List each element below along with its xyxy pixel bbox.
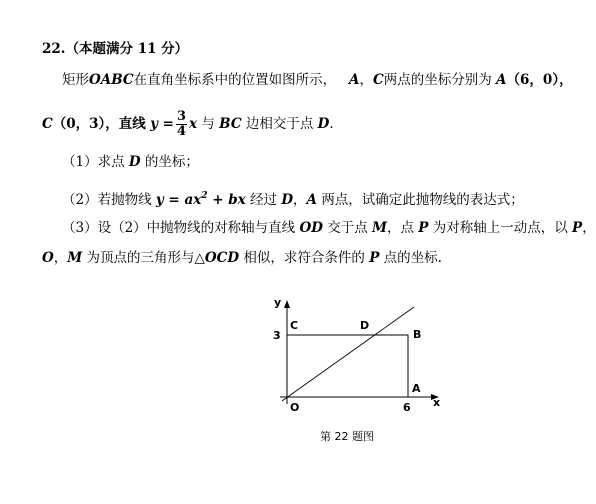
question-3-line-2 (42, 249, 442, 267)
point-c: C (373, 72, 384, 88)
point-p: P (418, 220, 429, 236)
parabola-formula (156, 192, 246, 208)
question-3-line-1 (62, 219, 596, 237)
problem-number: 22. (42, 41, 66, 57)
fraction-denominator: 4 (176, 124, 186, 139)
point-a: A (496, 72, 507, 88)
q2-text: ， (293, 192, 307, 208)
q2-text: 经过 (250, 192, 278, 208)
q3-text: 点的坐标. (383, 250, 442, 266)
rect-name: OABC (89, 72, 134, 88)
y-axis-label: y (274, 296, 282, 309)
figure-caption: 第 22 题图 (320, 430, 374, 443)
q1-text: 的坐标； (144, 154, 199, 170)
question-1 (62, 153, 199, 171)
q1-text: （1）求点 (62, 154, 125, 170)
label-a: A (412, 382, 421, 395)
equation-x: x (189, 116, 198, 132)
formula-exponent: 2 (201, 191, 208, 201)
stem-text: 矩形 (62, 72, 89, 88)
label-six: 6 (403, 401, 411, 414)
q2-text: 两点，试确定此抛物线的表达式； (321, 192, 524, 208)
formula-part: y = ax (155, 192, 202, 208)
problem-header (42, 40, 188, 58)
rectangle-oabc (287, 335, 408, 397)
q3-text: 为顶点的三角形与△ (86, 250, 205, 266)
point-a: A (349, 72, 360, 88)
q3-text: 相似，求符合条件的 (243, 250, 365, 266)
point-o: O (42, 250, 54, 266)
stem-text: 在直角坐标系中的位置如图所示， (133, 72, 337, 88)
coord-c: （0，3），直线 (52, 116, 146, 132)
stem-text: 两点的坐标分别为 (383, 72, 492, 88)
point-p: P (369, 250, 380, 266)
stem-text: 边相交于点 (245, 116, 314, 132)
q3-text: 交于点 (327, 220, 368, 236)
formula-part: + bx (207, 192, 246, 208)
point-a: A (306, 192, 318, 208)
q3-text: ，点 (387, 220, 414, 236)
point-m: M (372, 220, 387, 236)
y-axis-arrow (284, 300, 290, 308)
q3-text: （3）设（2）中抛物线的对称轴与直线 (62, 220, 296, 236)
stem-text: 与 (201, 116, 215, 132)
stem-line-1 (62, 71, 573, 89)
triangle-ocd: OCD (204, 250, 240, 266)
coord-a: （6，0）， (506, 72, 573, 88)
point-c: C (42, 116, 53, 132)
x-axis-label: x (433, 396, 441, 409)
stem-text: ， (359, 72, 373, 88)
label-three: 3 (273, 329, 281, 342)
equation-y: y = (150, 116, 174, 132)
point-m: M (67, 250, 83, 266)
fraction (176, 110, 187, 139)
problem-score: （本题满分 11 分） (65, 41, 189, 57)
segment-od: OD (299, 220, 323, 236)
stem-line-2 (42, 110, 334, 139)
fraction-numerator: 3 (176, 109, 186, 124)
label-c: C (290, 319, 299, 332)
q3-text: 为对称轴上一动点，以 (432, 220, 568, 236)
point-d: D (281, 192, 294, 208)
label-b: B (413, 328, 422, 341)
q3-text: ， (582, 220, 596, 236)
stem-text: . (329, 116, 334, 132)
point-d: D (128, 154, 141, 170)
line-od (282, 307, 414, 401)
question-2 (62, 187, 524, 209)
point-d: D (317, 116, 330, 132)
label-d: D (360, 319, 370, 332)
point-p: P (572, 220, 583, 236)
segment-bc: BC (219, 116, 242, 132)
q3-text: ， (53, 250, 68, 266)
q2-text: （2）若抛物线 (62, 192, 152, 208)
label-origin: O (290, 401, 300, 414)
coordinate-figure (262, 292, 462, 422)
